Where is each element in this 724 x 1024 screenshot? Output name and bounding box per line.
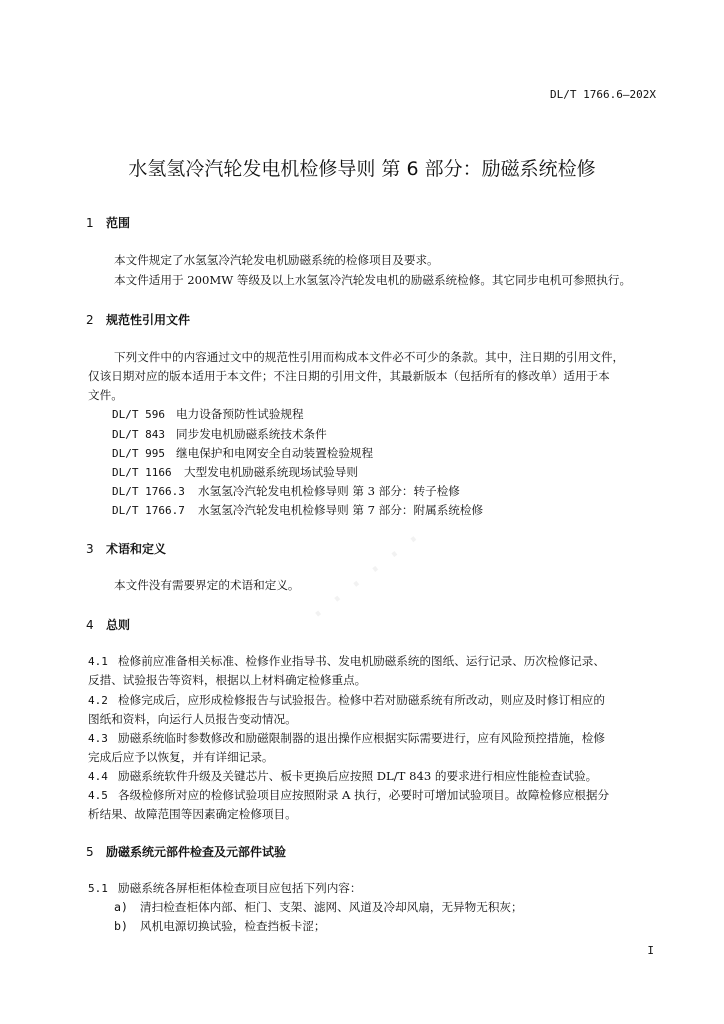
reference-name: 电力设备预防性试验规程 [176,407,304,421]
section-number: 5 [86,845,94,859]
normative-intro-line: 文件。 [88,388,123,402]
clause-number: 4.4 [88,770,108,783]
section-heading-2 [86,311,190,328]
reference-item [112,483,460,499]
list-marker: a) [114,900,128,914]
section-heading-5 [86,843,286,860]
document-code: DL/T 1766.6—202X [550,88,656,101]
section-heading-4 [86,616,130,633]
reference-code: DL/T 1766.3 [112,485,185,498]
watermark: · · · · · · [300,518,432,635]
scope-paragraph-1: 本文件规定了水氢氢冷汽轮发电机励磁系统的检修项目及要求。 [114,253,439,267]
reference-name: 同步发电机励磁系统技术条件 [176,427,327,441]
reference-item [112,502,483,518]
reference-item [112,464,358,480]
section-title: 范围 [106,216,131,230]
reference-code: DL/T 843 [112,428,165,441]
list-item [114,918,326,934]
document-title: 水氢氢冷汽轮发电机检修导则 第 6 部分：励磁系统检修 [128,158,596,180]
reference-item [112,406,304,422]
clause-5-1 [88,880,361,896]
terms-paragraph: 本文件没有需要界定的术语和定义。 [114,578,300,592]
clause-line: 励磁系统软件升级及关键芯片、板卡更换后应按照 DL/T 843 的要求进行相应性能检查试验。 [118,769,598,783]
section-heading-3 [86,540,166,557]
clause-number: 4.2 [88,694,108,707]
clause-line: 各级检修所对应的检修试验项目应按照附录 A 执行，必要时可增加试验项目。故障检修应根据分 [118,788,610,802]
reference-name: 大型发电机励磁系统现场试验导则 [184,465,358,479]
clause-line: 检修前应准备相关标准、检修作业指导书、发电机励磁系统的图纸、运行记录、历次检修记录、 [118,654,605,668]
reference-item [112,445,373,461]
section-title: 术语和定义 [106,542,167,556]
normative-intro-line: 仅该日期对应的版本适用于本文件；不注日期的引用文件，其最新版本（包括所有的修改单）适用于本 [88,369,610,383]
clause-4-4 [88,768,597,784]
clause-line: 检修完成后，应形成检修报告与试验报告。检修中若对励磁系统有所改动，则应及时修订相应的 [118,693,605,707]
list-item [114,899,523,915]
clause-number: 4.3 [88,732,108,745]
reference-code: DL/T 1166 [112,466,172,479]
section-number: 2 [86,313,94,327]
reference-name: 继电保护和电网安全自动装置检验规程 [176,446,374,460]
clause-number: 4.5 [88,789,108,802]
section-number: 1 [86,216,94,230]
reference-name: 水氢氢冷汽轮发电机检修导则 第 3 部分：转子检修 [198,484,460,498]
normative-intro-line: 下列文件中的内容通过文中的规范性引用而构成本文件必不可少的条款。其中，注日期的引用文件， [114,350,625,364]
list-marker: b) [114,919,128,933]
clause-number: 5.1 [88,882,108,895]
scope-paragraph-2: 本文件适用于 200MW 等级及以上水氢氢冷汽轮发电机的励磁系统检修。其它同步电机可参照执行。 [114,273,632,287]
reference-item [112,426,327,442]
reference-code: DL/T 995 [112,447,165,460]
reference-name: 水氢氢冷汽轮发电机检修导则 第 7 部分：附属系统检修 [198,503,484,517]
clause-line: 反措、试验报告等资料，根据以上材料确定检修重点。 [88,673,367,687]
clause-4-1 [88,653,605,669]
reference-code: DL/T 596 [112,408,165,421]
clause-4-2 [88,692,605,708]
clause-line: 励磁系统各屏柜柜体检查项目应包括下列内容： [118,881,362,895]
page-number: I [647,944,654,957]
clause-number: 4.1 [88,655,108,668]
clause-line: 励磁系统临时参数修改和励磁限制器的退出操作应根据实际需要进行，应有风险预控措施，检修 [118,731,605,745]
section-title: 规范性引用文件 [106,313,191,327]
clause-4-5 [88,787,609,803]
section-title: 励磁系统元部件检查及元部件试验 [106,845,287,859]
section-number: 4 [86,618,94,632]
clause-line: 析结果、故障范围等因素确定检修项目。 [88,807,297,821]
list-text: 风机电源切换试验，检查挡板卡涩； [140,919,326,933]
clause-line: 图纸和资料，向运行人员报告变动情况。 [88,712,297,726]
clause-line: 完成后应予以恢复，并有详细记录。 [88,750,274,764]
section-number: 3 [86,542,94,556]
section-title: 总则 [106,618,131,632]
reference-code: DL/T 1766.7 [112,504,185,517]
clause-4-3 [88,730,605,746]
list-text: 清扫检查柜体内部、柜门、支架、滤网、风道及冷却风扇，无异物无积灰； [140,900,523,914]
section-heading-1 [86,214,130,231]
